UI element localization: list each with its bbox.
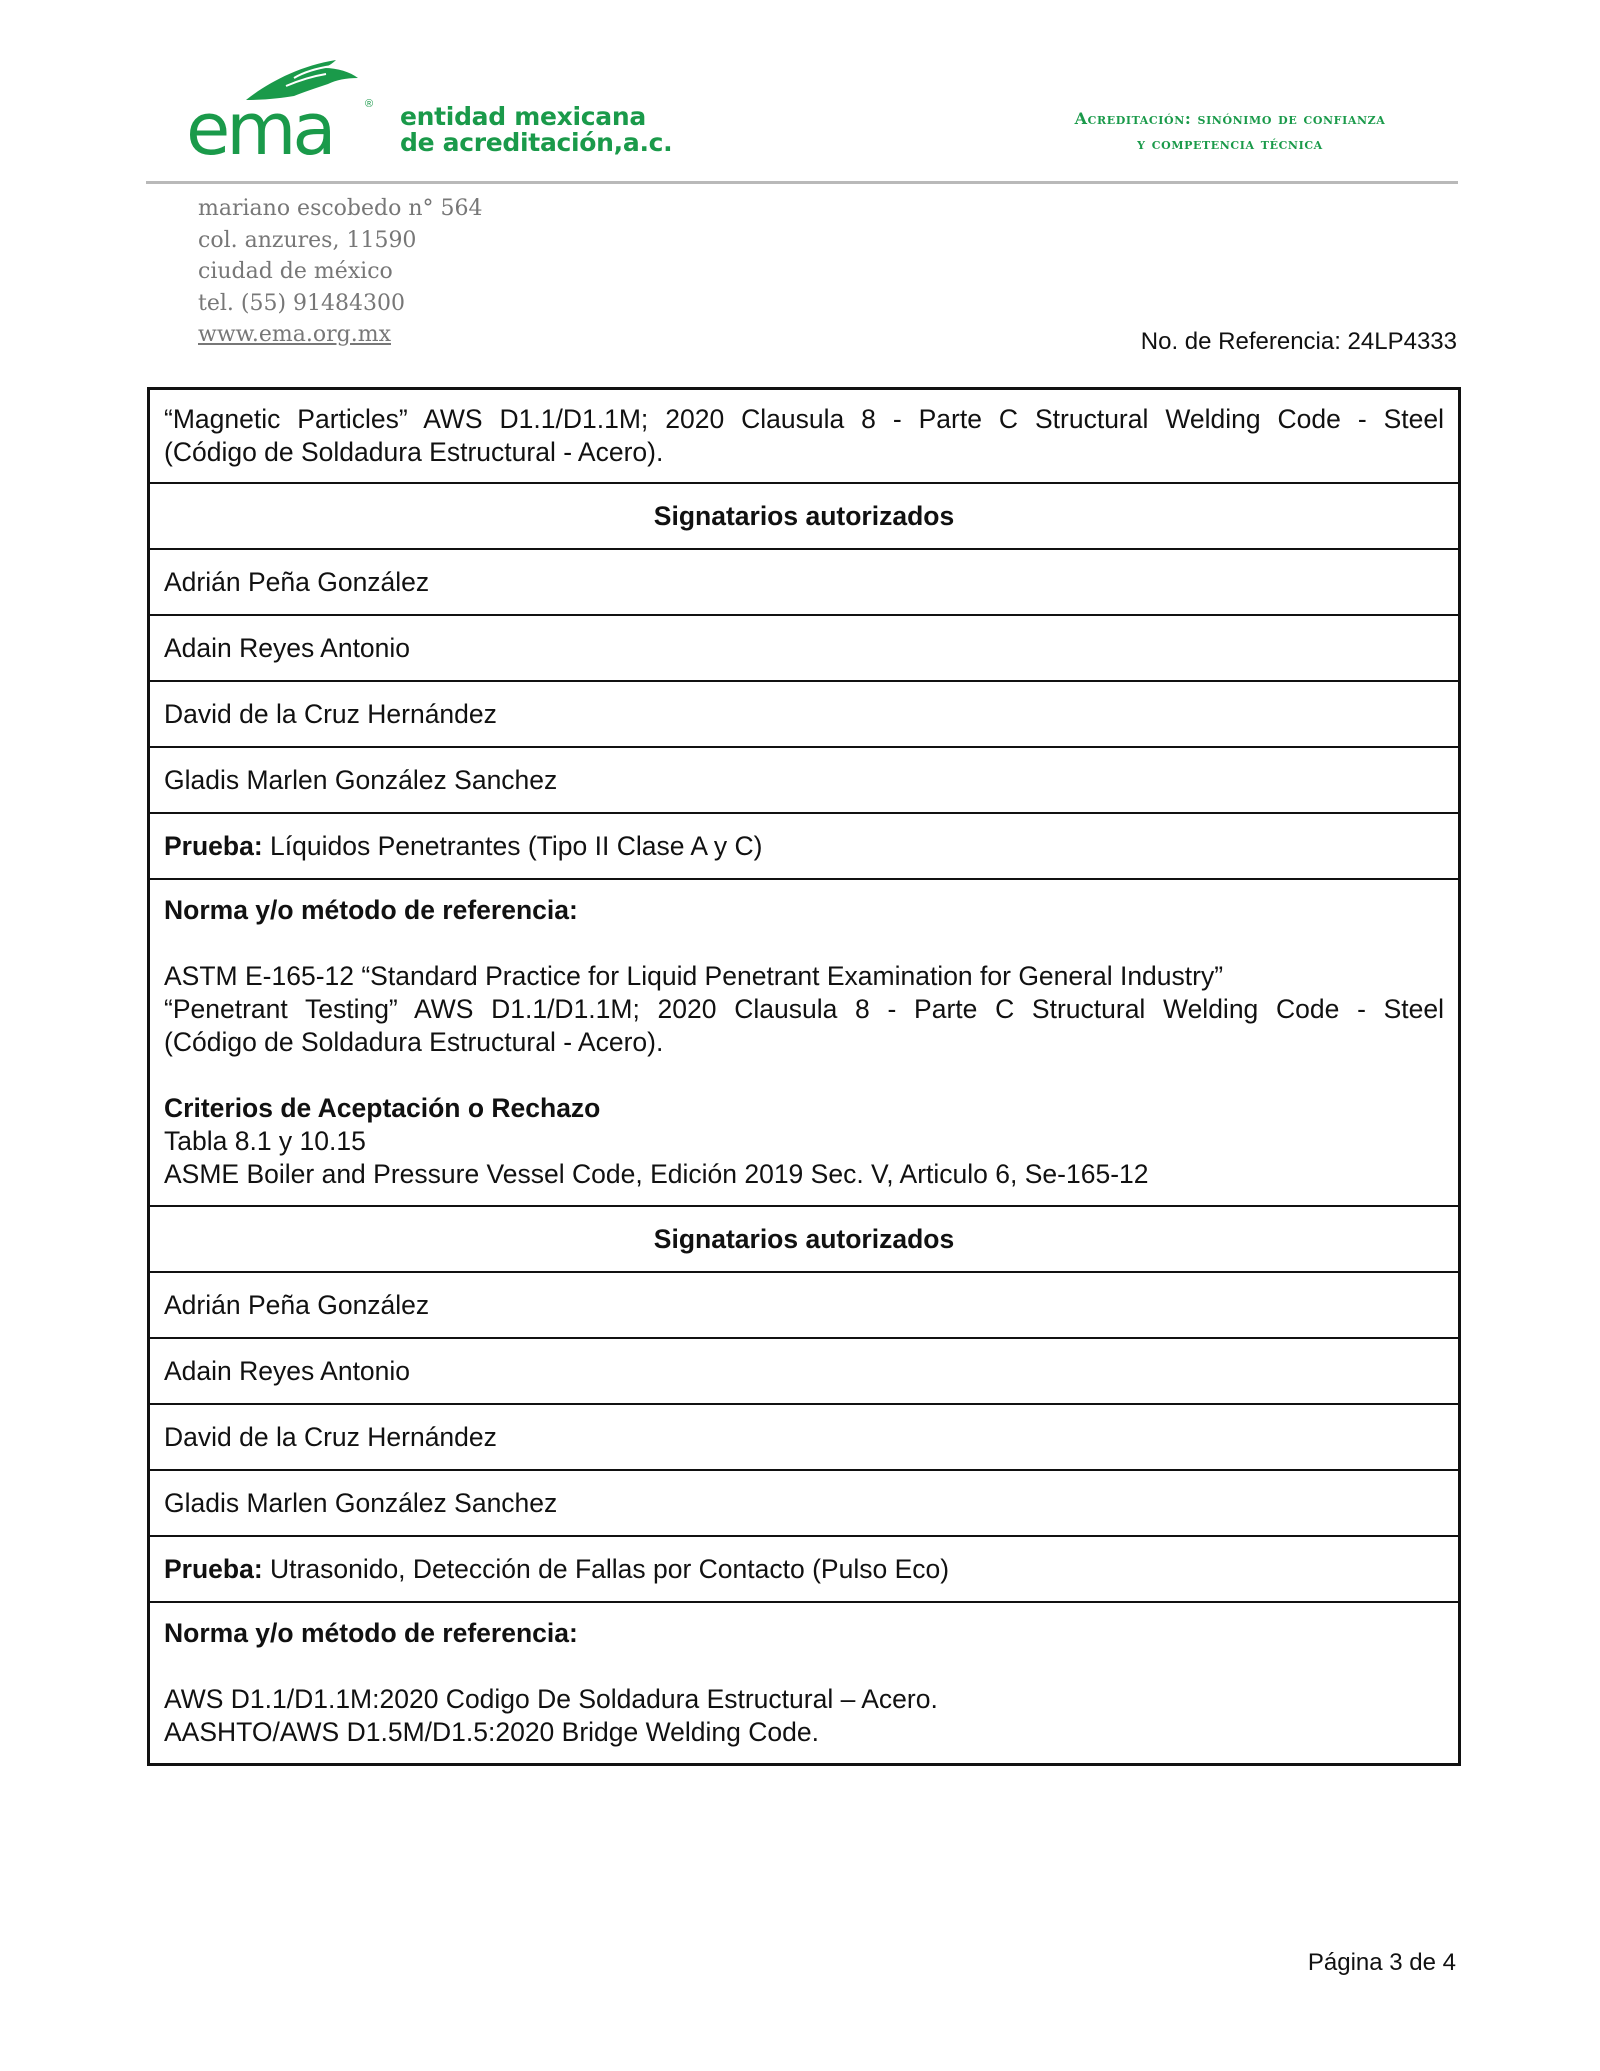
signatories-title: Signatarios autorizados	[653, 500, 955, 531]
norm-title: Norma y/o método de referencia:	[164, 895, 578, 925]
org-name-line2: de acreditación,a.c.	[400, 128, 673, 157]
norm-line: AWS D1.1/D1.1M:2020 Codigo De Soldadura Estructural – Acero.	[164, 1684, 938, 1714]
signatory-name: Adrián Peña González	[164, 1289, 430, 1320]
signatory-name: Adrián Peña González	[164, 566, 430, 597]
intro-line2: (Código de Soldadura Estructural - Acero).	[164, 437, 664, 467]
signatory-name: David de la Cruz Hernández	[164, 1421, 497, 1452]
address-colonia: col. anzures, 11590	[198, 227, 417, 253]
test-label: Prueba:	[164, 830, 263, 861]
criteria-line: Tabla 8.1 y 10.15	[164, 1126, 366, 1156]
website-link[interactable]: www.ema.org.mx	[198, 322, 391, 347]
organization-name	[400, 104, 672, 156]
norm-line: (Código de Soldadura Estructural - Acero).	[164, 1027, 664, 1057]
signatory-name: David de la Cruz Hernández	[164, 698, 497, 729]
signatory-row	[150, 682, 1458, 748]
address-phone: tel. (55) 91484300	[198, 290, 406, 316]
tagline-line2: y competencia técnica	[1137, 134, 1323, 153]
norm-title: Norma y/o método de referencia:	[164, 1618, 578, 1648]
address-street: mariano escobedo n° 564	[198, 196, 483, 221]
ema-logo	[186, 56, 376, 160]
address-block	[198, 193, 483, 351]
test-row	[150, 814, 1458, 880]
signatories-header	[150, 1207, 1458, 1273]
page-number: Página 3 de 4	[1307, 1949, 1456, 1976]
signatories-title: Signatarios autorizados	[653, 1223, 955, 1254]
signatory-row	[150, 1273, 1458, 1339]
test-value: Líquidos Penetrantes (Tipo II Clase A y C)	[262, 830, 763, 861]
accreditation-table	[147, 387, 1461, 1766]
criteria-title: Criterios de Aceptación o Rechazo	[164, 1093, 601, 1123]
norm-line: ASTM E-165-12 “Standard Practice for Liquid Penetrant Examination for General Industry”	[164, 961, 1224, 991]
signatory-row	[150, 616, 1458, 682]
norm-line: “Penetrant Testing” AWS D1.1/D1.1M; 2020 Clausula 8 - Parte C Structural Welding Code - Steel	[164, 994, 1444, 1024]
test-row	[150, 1537, 1458, 1603]
tagline-line1: Acreditación: sinónimo de confianza	[1074, 109, 1386, 128]
signatory-row	[150, 748, 1458, 814]
signatory-name: Gladis Marlen González Sanchez	[164, 1487, 558, 1518]
test-value: Utrasonido, Detección de Fallas por Contacto (Pulso Eco)	[262, 1553, 950, 1584]
logo-wordmark: ema	[186, 87, 333, 160]
norm-row	[150, 1603, 1458, 1763]
reference-number: No. de Referencia: 24LP4333	[1140, 328, 1457, 355]
signatory-name: Gladis Marlen González Sanchez	[164, 764, 558, 795]
criteria-line: ASME Boiler and Pressure Vessel Code, Edición 2019 Sec. V, Articulo 6, Se-165-12	[164, 1159, 1149, 1189]
signatory-row	[150, 1405, 1458, 1471]
signatories-header	[150, 484, 1458, 550]
intro-row	[150, 390, 1458, 484]
signatory-name: Adain Reyes Antonio	[164, 1355, 411, 1386]
signatory-row	[150, 550, 1458, 616]
signatory-row	[150, 1471, 1458, 1537]
signatory-name: Adain Reyes Antonio	[164, 632, 411, 663]
address-city: ciudad de méxico	[198, 259, 393, 284]
registered-mark: ®	[365, 98, 374, 110]
norm-line: AASHTO/AWS D1.5M/D1.5:2020 Bridge Welding Code.	[164, 1717, 819, 1747]
header-divider	[146, 181, 1458, 184]
test-label: Prueba:	[164, 1553, 263, 1584]
header-tagline	[960, 106, 1500, 156]
intro-line1: “Magnetic Particles” AWS D1.1/D1.1M; 2020 Clausula 8 - Parte C Structural Welding Code - Steel	[164, 404, 1444, 434]
norm-row	[150, 880, 1458, 1207]
signatory-row	[150, 1339, 1458, 1405]
org-name-line1: entidad mexicana	[400, 102, 646, 131]
